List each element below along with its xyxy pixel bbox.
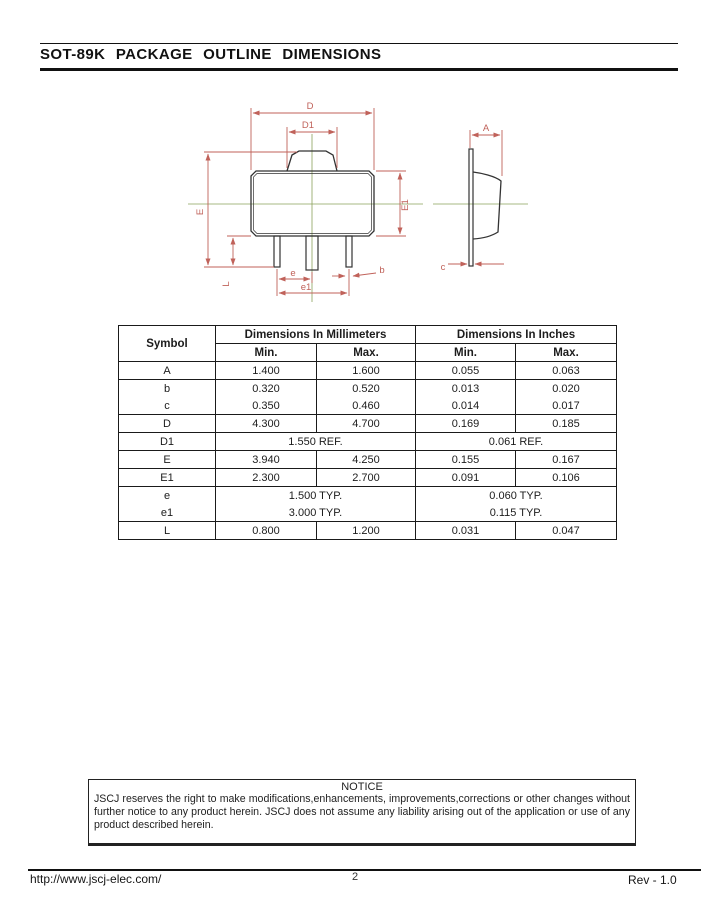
footer-revision: Rev - 1.0 [628,873,677,887]
table-row: D 4.300 4.700 0.169 0.185 [119,415,617,433]
symbol-cell: L [119,522,216,540]
header-mm-group: Dimensions In Millimeters [216,326,416,344]
header-top-rule [40,43,678,44]
symbol-cell: e [119,487,216,505]
dim-label-l: L [221,281,232,287]
table-row: c 0.350 0.460 0.014 0.017 [119,397,617,415]
dimension-labels [195,101,490,293]
side-view-body [469,149,501,266]
header-symbol: Symbol [119,326,216,362]
table-row: e 1.500 TYP. 0.060 TYP. [119,487,617,505]
dim-label-b: b [379,265,385,276]
table-header-row [119,326,617,344]
header-bottom-rule [40,68,678,71]
centerlines [188,134,528,302]
dim-label-e1: e1 [300,282,312,293]
header-in-max: Max. [516,344,617,362]
dim-label-d: D [306,101,314,112]
dim-label-e: e [290,268,296,279]
symbol-cell: E1 [119,469,216,487]
symbol-cell: b [119,380,216,398]
footer-url[interactable]: http://www.jscj-elec.com/ [30,872,162,886]
page-title: SOT-89K PACKAGE OUTLINE DIMENSIONS [40,46,382,63]
table-row: b 0.320 0.520 0.013 0.020 [119,380,617,398]
dim-label-c: c [440,262,446,273]
dim-label-e1-upper: E1 [400,199,411,211]
table-row: E 3.940 4.250 0.155 0.167 [119,451,617,469]
header-in-min: Min. [416,344,516,362]
dim-label-a: A [482,123,490,134]
symbol-cell: c [119,397,216,415]
symbol-cell: e1 [119,504,216,522]
table-row: E1 2.300 2.700 0.091 0.106 [119,469,617,487]
header-inch-group: Dimensions In Inches [416,326,617,344]
table-row: e1 3.000 TYP. 0.115 TYP. [119,504,617,522]
symbol-cell: E [119,451,216,469]
notice-title: NOTICE [341,781,383,793]
table-row: D1 1.550 REF. 0.061 REF. [119,433,617,451]
header-mm-min: Min. [216,344,317,362]
symbol-cell: A [119,362,216,380]
notice-text: JSCJ reserves the right to make modifications,enhancements, improvements,corrections or other changes without further notice to any product herein. JSCJ does not assume any liability arising out of the application or use of any product described herein. [94,793,630,831]
footer-page-number: 2 [352,871,359,883]
package-outline-drawing [180,88,540,318]
front-view-body [251,151,374,270]
header-mm-max: Max. [317,344,416,362]
dimensions-table [118,325,617,540]
dim-label-d1: D1 [301,120,315,131]
symbol-cell: D1 [119,433,216,451]
table-row: L 0.800 1.200 0.031 0.047 [119,522,617,540]
symbol-cell: D [119,415,216,433]
dim-label-e-upper: E [195,208,206,216]
footer-rule [28,869,701,871]
notice-box [88,779,636,846]
table-row: A 1.400 1.600 0.055 0.063 [119,362,617,380]
dimension-lines [204,108,504,296]
